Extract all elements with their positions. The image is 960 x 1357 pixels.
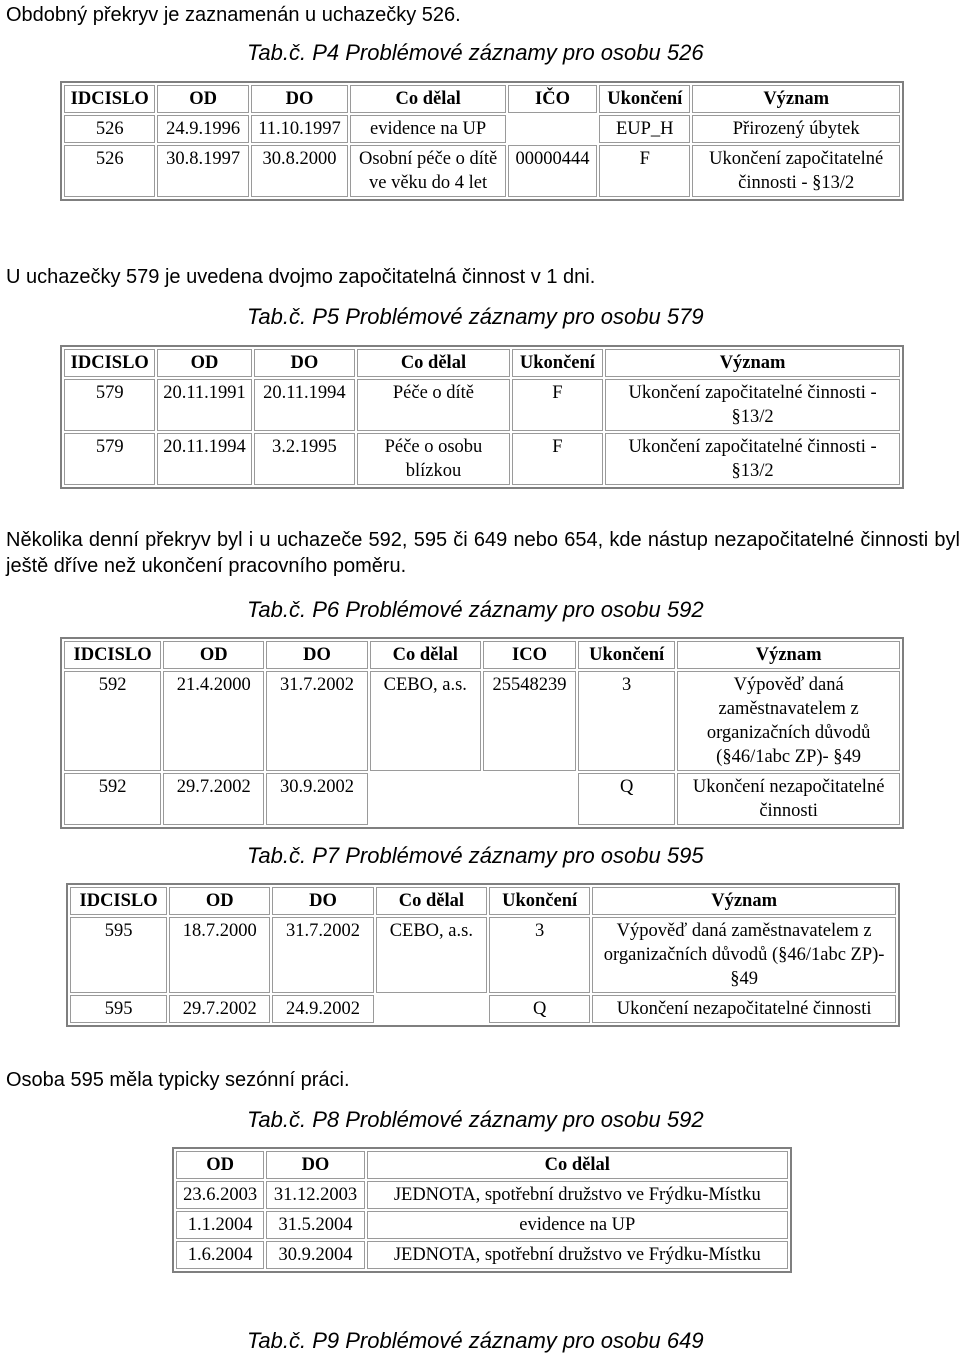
cell-idcislo: 579 [64,433,155,485]
cell-do: 24.9.2002 [272,995,373,1023]
cell-idcislo: 526 [64,145,155,197]
cell-do: 31.5.2004 [266,1211,364,1239]
cell-co-delal: Osobní péče o dítě ve věku do 4 let [350,145,506,197]
header-vyznam: Význam [677,641,900,669]
cell-vyznam: Ukončení započitatelné činnosti - §13/2 [692,145,900,197]
header-ukonceni: Ukončení [489,887,590,915]
cell-ico: 25548239 [483,671,576,771]
table-row [64,145,900,197]
table-header-row [64,641,900,669]
header-idcislo: IDCISLO [70,887,167,915]
table-row [176,1241,788,1269]
table-row [64,671,900,771]
table-header-row [176,1151,788,1179]
table-caption-p5: Tab.č. P5 Problémové záznamy pro osobu 579 [247,304,704,329]
table-row [176,1181,788,1209]
cell-od: 20.11.1991 [157,379,251,431]
table-p4 [60,81,904,201]
table-caption-p4: Tab.č. P4 Problémové záznamy pro osobu 526 [247,40,704,65]
header-od: OD [157,349,251,377]
cell-vyznam: Výpověď daná zaměstnavatelem z organizačních důvodů (§46/1abc ZP)- §49 [677,671,900,771]
cell-ukonceni: Q [578,773,675,825]
paragraph-seasonal-595: Osoba 595 měla typicky sezónní práci. [6,1069,350,1091]
cell-co-delal: evidence na UP [367,1211,788,1239]
cell-vyznam: Ukončení nezapočitatelné činnosti [592,995,896,1023]
cell-ukonceni: 3 [489,917,590,993]
cell-ico: 00000444 [508,145,597,197]
header-idcislo: IDCISLO [64,641,161,669]
table-header-row [64,349,900,377]
header-od: OD [176,1151,264,1179]
header-do: DO [266,1151,364,1179]
cell-vyznam: Ukončení nezapočitatelné činnosti [677,773,900,825]
cell-do: 31.12.2003 [266,1181,364,1209]
header-ukonceni: Ukončení [578,641,675,669]
cell-vyznam: Výpověď daná zaměstnavatelem z organizačních důvodů (§46/1abc ZP)- §49 [592,917,896,993]
cell-co-delal: CEBO, a.s. [376,917,487,993]
cell-co-delal [376,995,487,1023]
table-p8 [172,1147,792,1273]
table-row [64,773,900,825]
table-p6 [60,637,904,829]
cell-od: 1.6.2004 [176,1241,264,1269]
cell-od: 21.4.2000 [163,671,264,771]
paragraph-overlap-526: Obdobný překryv je zaznamenán u uchazečky 526. [6,4,461,26]
cell-ico [508,115,597,143]
cell-co-delal: Péče o dítě [357,379,509,431]
cell-co-delal: JEDNOTA, spotřební družstvo ve Frýdku-Místku [367,1241,788,1269]
header-idcislo: IDCISLO [64,349,155,377]
cell-idcislo: 595 [70,995,167,1023]
header-do: DO [251,85,349,113]
cell-co-delal: CEBO, a.s. [370,671,481,771]
header-ukonceni: Ukončení [512,349,603,377]
table-row [64,115,900,143]
cell-od: 23.6.2003 [176,1181,264,1209]
cell-od: 1.1.2004 [176,1211,264,1239]
table-caption-p6: Tab.č. P6 Problémové záznamy pro osobu 592 [247,597,704,622]
cell-od: 29.7.2002 [163,773,264,825]
header-vyznam: Význam [605,349,900,377]
table-row [176,1211,788,1239]
cell-ukonceni: EUP_H [599,115,690,143]
table-caption-p9: Tab.č. P9 Problémové záznamy pro osobu 649 [247,1328,704,1353]
cell-vyznam: Přirozený úbytek [692,115,900,143]
header-co-delal: Co dělal [370,641,481,669]
header-do: DO [254,349,356,377]
cell-idcislo: 592 [64,671,161,771]
paragraph-multi-day-overlap: Několika denní překryv byl i u uchazeče 592, 595 či 649 nebo 654, kde nástup nezapočitatelné činnosti byl ještě dříve než ukončení pracovního poměru. [6,529,960,577]
cell-idcislo: 592 [64,773,161,825]
cell-do: 30.9.2004 [266,1241,364,1269]
cell-do: 30.9.2002 [266,773,367,825]
header-do: DO [266,641,367,669]
cell-idcislo: 595 [70,917,167,993]
cell-idcislo: 579 [64,379,155,431]
header-od: OD [163,641,264,669]
table-caption-p8: Tab.č. P8 Problémové záznamy pro osobu 592 [247,1107,704,1132]
cell-vyznam: Ukončení započitatelné činnosti - §13/2 [605,433,900,485]
table-row [70,995,896,1023]
cell-co-delal: Péče o osobu blízkou [357,433,509,485]
cell-co-delal: evidence na UP [350,115,506,143]
table-row [64,379,900,431]
table-p5 [60,345,904,489]
cell-do: 3.2.1995 [254,433,356,485]
table-p7 [66,883,900,1027]
cell-ukonceni: F [512,379,603,431]
cell-do: 30.8.2000 [251,145,349,197]
header-vyznam: Význam [692,85,900,113]
cell-do: 31.7.2002 [266,671,367,771]
cell-ukonceni: F [512,433,603,485]
header-od: OD [157,85,248,113]
cell-ico [483,773,576,825]
table-row [70,917,896,993]
cell-od: 30.8.1997 [157,145,248,197]
cell-idcislo: 526 [64,115,155,143]
cell-do: 31.7.2002 [272,917,373,993]
cell-od: 18.7.2000 [169,917,270,993]
cell-od: 20.11.1994 [157,433,251,485]
header-co-delal: Co dělal [350,85,506,113]
header-co-delal: Co dělal [367,1151,788,1179]
header-co-delal: Co dělal [357,349,509,377]
header-ukonceni: Ukončení [599,85,690,113]
cell-co-delal [370,773,481,825]
header-co-delal: Co dělal [376,887,487,915]
cell-do: 11.10.1997 [251,115,349,143]
paragraph-579-double: U uchazečky 579 je uvedena dvojmo započitatelná činnost v 1 dni. [6,266,596,288]
table-row [64,433,900,485]
header-vyznam: Význam [592,887,896,915]
cell-ukonceni: Q [489,995,590,1023]
header-od: OD [169,887,270,915]
header-ico: IČO [508,85,597,113]
header-do: DO [272,887,373,915]
header-ico: ICO [483,641,576,669]
header-idcislo: IDCISLO [64,85,155,113]
cell-od: 24.9.1996 [157,115,248,143]
cell-ukonceni: 3 [578,671,675,771]
cell-od: 29.7.2002 [169,995,270,1023]
cell-co-delal: JEDNOTA, spotřební družstvo ve Frýdku-Místku [367,1181,788,1209]
cell-do: 20.11.1994 [254,379,356,431]
table-caption-p7: Tab.č. P7 Problémové záznamy pro osobu 595 [247,843,704,868]
cell-ukonceni: F [599,145,690,197]
table-header-row [70,887,896,915]
cell-vyznam: Ukončení započitatelné činnosti - §13/2 [605,379,900,431]
table-header-row [64,85,900,113]
